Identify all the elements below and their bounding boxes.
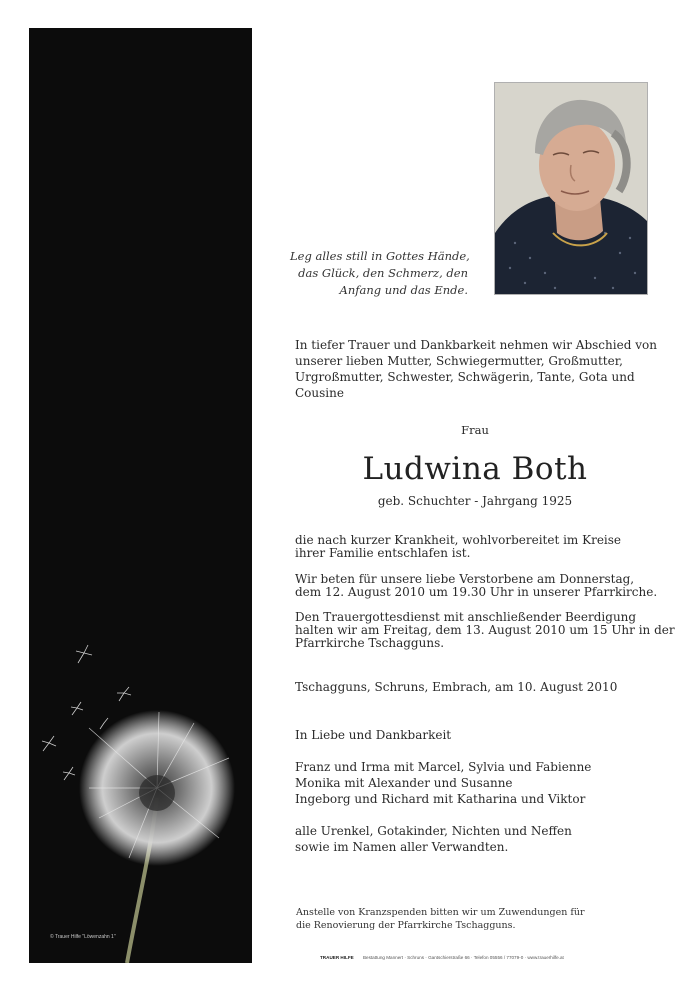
prayer-line: Wir beten für unsere liebe Verstorbene am Donnerstag, <box>295 572 635 586</box>
motto-line: das Glück, den Schmerz, den <box>298 266 468 280</box>
relatives-line: sowie im Namen aller Verwandten. <box>295 840 509 854</box>
passing-line: ihrer Familie entschlafen ist. <box>295 546 471 560</box>
intro-paragraph <box>295 337 655 401</box>
closing-text: In Liebe und Dankbarkeit <box>295 728 452 742</box>
notice-line: Anstelle von Kranzspenden bitten wir um Zuwendungen für <box>296 907 585 918</box>
place-date-text: Tschagguns, Schruns, Embrach, am 10. August 2010 <box>295 680 618 694</box>
deceased-details: geb. Schuchter - Jahrgang 1925 <box>377 494 573 508</box>
intro-line: unserer lieben Mutter, Schwiegermutter, Großmutter, <box>295 354 623 368</box>
funeral-line: halten wir am Freitag, dem 13. August 2010 um 15 Uhr in der <box>295 623 675 637</box>
funeral-paragraph <box>295 610 675 650</box>
donation-notice <box>296 906 636 932</box>
closing <box>295 727 655 743</box>
relatives-line: alle Urenkel, Gotakinder, Nichten und Neffen <box>295 824 572 838</box>
portrait-photo <box>494 82 648 295</box>
intro-line: In tiefer Trauer und Dankbarkeit nehmen wir Abschied von <box>295 338 657 352</box>
footer <box>320 955 620 960</box>
family-line: Franz und Irma mit Marcel, Sylvia und Fabienne <box>295 760 592 774</box>
family-list <box>295 759 655 807</box>
funeral-line: Pfarrkirche Tschagguns. <box>295 636 445 650</box>
relatives-list <box>295 823 655 855</box>
prayer-line: dem 12. August 2010 um 19.30 Uhr in unserer Pfarrkirche. <box>295 585 658 599</box>
intro-line: Cousine <box>295 386 344 400</box>
deceased-name: Ludwina Both <box>362 451 588 487</box>
passing-paragraph <box>295 534 655 560</box>
passing-line: die nach kurzer Krankheit, wohlvorbereitet im Kreise <box>295 533 622 547</box>
family-line: Ingeborg und Richard mit Katharina und Viktor <box>295 792 586 806</box>
footer-details: Bestattung Mannert · Schruns · Gantschierstraße 66 · Telefon 05556 / 77079-0 · www.trauerhilfe.at <box>362 955 564 960</box>
intro-line: Urgroßmutter, Schwester, Schwägerin, Tante, Gota und <box>295 370 635 384</box>
image-credit: © Trauer Hilfe "Löwenzahn 1" <box>50 934 116 940</box>
motto-line: Leg alles still in Gottes Hände, <box>290 249 470 263</box>
family-line: Monika mit Alexander und Susanne <box>295 776 513 790</box>
motto <box>290 248 468 299</box>
side-panel <box>29 28 252 963</box>
funeral-line: Den Trauergottesdienst mit anschließender Beerdigung <box>295 610 637 624</box>
place-date <box>295 679 655 695</box>
salutation: Frau <box>461 423 489 437</box>
footer-brand: TRAUER HILFE <box>320 955 354 960</box>
prayer-paragraph <box>295 572 658 599</box>
motto-line: Anfang und das Ende. <box>339 283 468 297</box>
notice-line: die Renovierung der Pfarrkirche Tschagguns. <box>296 920 516 931</box>
dandelion-image <box>29 28 252 963</box>
